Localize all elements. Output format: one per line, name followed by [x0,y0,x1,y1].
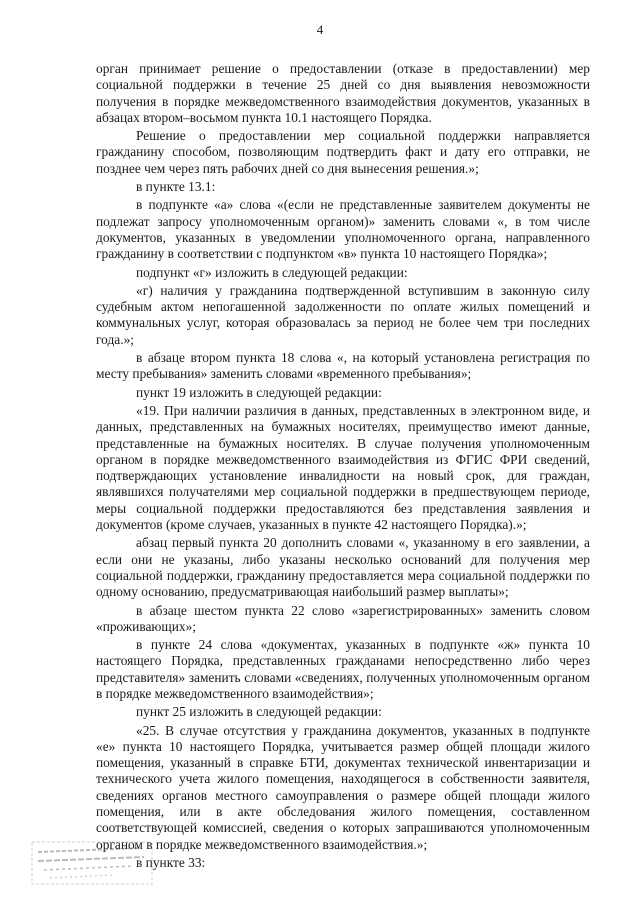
paragraph-8: пункт 19 изложить в следующей редакции: [136,384,382,400]
paragraph-5: подпункт «г» изложить в следующей редакции: [136,264,408,280]
paragraph-15: в пункте 33: [136,854,206,870]
paragraph-11: в абзаце шестом пункта 22 слово «зарегистрированных» заменить словом «проживающих»; [96,602,590,634]
paragraph-7: в абзаце втором пункта 18 слова «, на который установлена регистрация по месту пребывания» заменить словами «временного пребывания»; [96,350,590,382]
paragraph-2: Решение о предоставлении мер социальной поддержки направляется гражданину способом, позволяющим подтвердить факт и дату его отправки, не позднее чем через пять рабочих дней со дня вынесения решения.»; [96,128,590,176]
page-number: 4 [316,22,324,37]
paragraph-14: «25. В случае отсутствия у гражданина документов, указанных в подпункте «е» пункта 10 настоящего Порядка, учитывается размер общей площади жилого помещения, указанный в справке БТИ, документах технической инвентаризации и технического учета жилого помещения, находящегося в собственности заявителя, сведениях органов местного самоуправления о размере общей площади жилого помещения, или в акте обследования жилого помещения, составленном соответствующей комиссией, сведения о которых запрашиваются уполномоченным органом в порядке межведомственного взаимодействия.»; [96,722,590,852]
document-body [96,61,590,873]
paragraph-12: в пункте 24 слова «документах, указанных в подпункте «ж» пункта 10 настоящего Порядка, представленных гражданами непосредственно либо через представителя» заменить словами «сведениях, полученных уполномоченным органом в порядке межведомственного взаимодействия»; [96,637,590,701]
paragraph-3: в пункте 13.1: [136,179,216,195]
paragraph-1: орган принимает решение о предоставлении (отказе в предоставлении) мер социальной поддержки в течение 25 дней со дня выявления невозможности получения в порядке межведомственного взаимодействия документов, указанных в абзацах втором–восьмом пункта 10.1 настоящего Порядка. [96,61,590,125]
paragraph-9: «19. При наличии различия в данных, представленных в электронном виде, и данных, представленных на бумажных носителях, преимущество имеют данные, представленные на бумажных носителях. В случае получения уполномоченным органом в порядке межведомственного взаимодействия из ФГИС ФРИ сведений, подтверждающих установление инвалидности на новый срок, для граждан, являвшихся получателями мер социальной поддержки в предшествующем периоде, меры социальной поддержки предоставляются без представления заявления и документов (кроме случаев, указанных в пункте 42 настоящего Порядка).»; [96,402,590,533]
stamp-icon [30,838,156,888]
paragraph-6: «г) наличия у гражданина подтвержденной вступившим в законную силу судебным актом непогашенной задолженности по оплате жилых помещений и коммунальных услуг, которая образовалась за период не более чем три последних года.»; [96,282,590,347]
paragraph-4: в подпункте «а» слова «(если не представленные заявителем документы не подлежат запросу уполномоченным органом)» заменить словами «, в том числе документов, указанных в уведомлении уполномоченного органа, направленного гражданину в соответствии с подпунктом «в» пункта 10 настоящего Порядка»; [96,197,590,262]
paragraph-10: абзац первый пункта 20 дополнить словами «, указанному в его заявлении, а если они не указаны, либо указаны несколько оснований для получения мер социальной поддержки, гражданину предоставляется мера социальной поддержки по одному основанию, предусматривающая наибольший размер выплаты»; [96,535,590,600]
paragraph-13: пункт 25 изложить в следующей редакции: [136,704,382,720]
